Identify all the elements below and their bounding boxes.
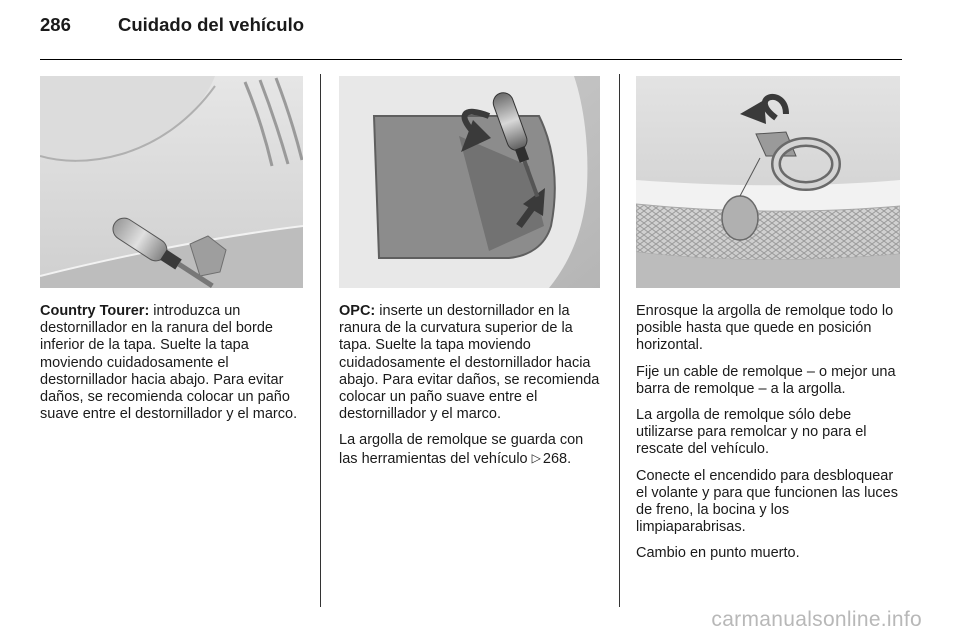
- figure-2-illustration: [339, 76, 600, 288]
- column-2-text: [339, 303, 602, 477]
- header-rule: [40, 59, 902, 60]
- paragraph: [339, 303, 602, 423]
- column-divider-2: [619, 74, 620, 607]
- figure-opc: [339, 76, 600, 288]
- figure-1-illustration: [40, 76, 303, 288]
- page-title: Cuidado del vehículo: [118, 14, 305, 35]
- paragraph: Conecte el encendido para desbloquear el volante y para que funcionen las luces de freno, la bocina y los limpiaparabrisas.: [636, 467, 898, 536]
- model-label-opc: OPC:: [339, 303, 376, 319]
- paragraph: La argolla de remolque sólo debe utilizarse para remolcar y no para el rescate del vehículo.: [636, 407, 867, 458]
- paragraph: Cambio en punto muerto.: [636, 545, 800, 562]
- watermark: carmanualsonline.info: [711, 608, 922, 631]
- paragraph: Enrosque la argolla de remolque todo lo posible hasta que quede en posición horizontal.: [636, 303, 894, 354]
- figure-country-tourer: [40, 76, 303, 288]
- column-3-text: [636, 303, 902, 572]
- instruction-text: introduzca un destornillador en la ranura del borde inferior de la tapa. Suelte la tapa moviendo cuidadosamente el destornillador hacia abajo. Para evitar daños, se recomienda colocar un paño suave entre el destornillador y el marco.: [40, 303, 298, 423]
- instruction-text: La argolla de remolque se guarda con las herramientas del vehículo: [339, 432, 584, 467]
- paragraph: [339, 432, 602, 467]
- figure-3-illustration: [636, 76, 900, 288]
- column-1-text: [40, 303, 304, 432]
- figure-towing-eye: [636, 76, 900, 288]
- page-reference-icon: ▷: [531, 450, 541, 465]
- model-label-country-tourer: Country Tourer:: [40, 303, 150, 319]
- instruction-text: inserte un destornillador en la ranura de la curvatura superior de la tapa. Suelte la tapa moviendo cuidadosamente el destornillador hacia abajo. Para evitar daños, se recomienda colocar un paño suave entre el destornillador y el marco.: [339, 303, 600, 423]
- page-number: 286: [40, 14, 71, 35]
- page-header: [40, 14, 304, 36]
- paragraph: [40, 303, 304, 423]
- paragraph: Fije un cable de remolque – o mejor una barra de remolque – a la argolla.: [636, 363, 896, 397]
- column-divider-1: [320, 74, 321, 607]
- page-reference-link[interactable]: 268.: [542, 450, 572, 467]
